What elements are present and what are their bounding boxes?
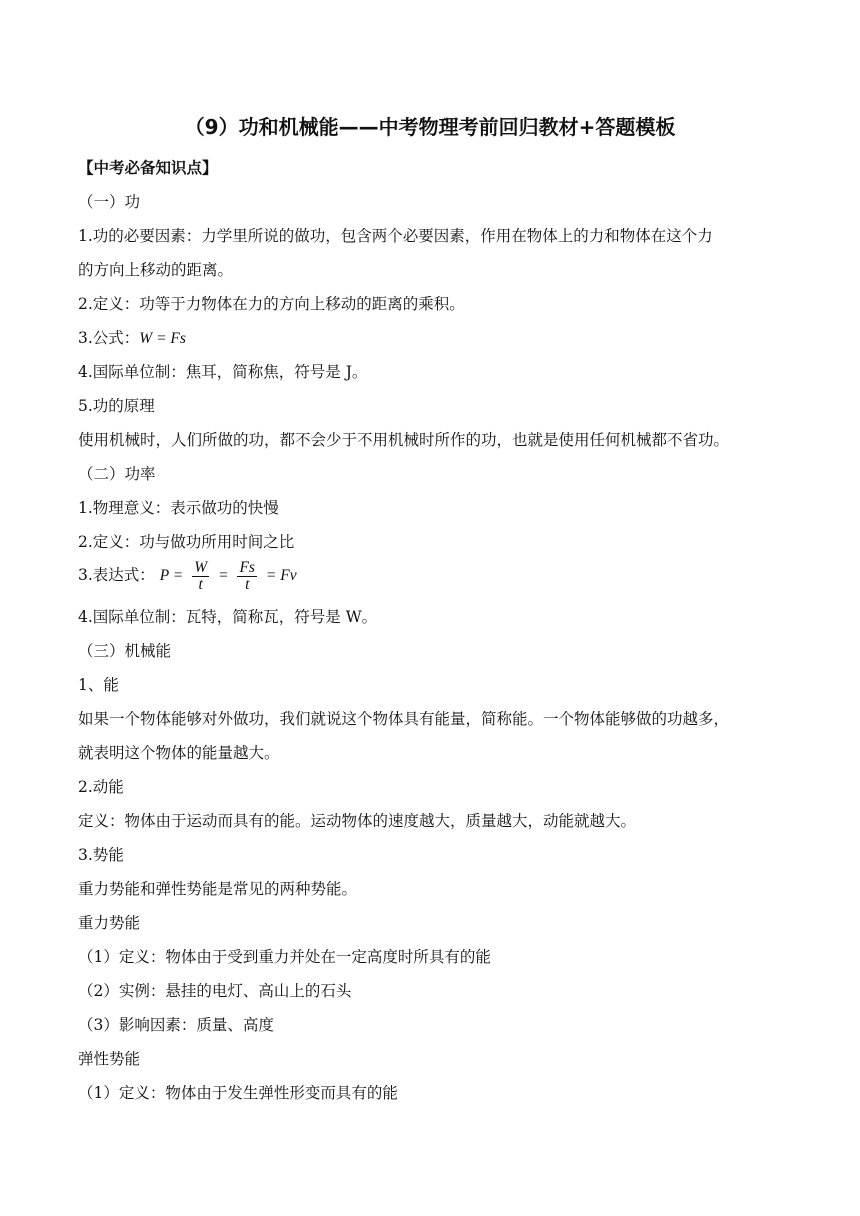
- elastic-heading: 弹性势能: [78, 1050, 141, 1068]
- gravity-heading: 重力势能: [78, 914, 141, 932]
- gravity-item-2: （2）实例：悬挂的电灯、高山上的石头: [78, 982, 352, 1000]
- fraction-denominator: t: [198, 575, 203, 593]
- elastic-item-1: （1）定义：物体由于发生弹性形变而具有的能: [78, 1084, 398, 1102]
- fraction-numerator: Fs: [239, 558, 255, 576]
- power-p4: 4.国际单位制：瓦特，简称瓦，符号是 W。: [78, 608, 378, 626]
- energy-p3-text: 重力势能和弹性势能是常见的两种势能。: [78, 880, 358, 898]
- work-formula: W = Fs: [139, 330, 186, 347]
- fraction-denominator: t: [245, 575, 250, 593]
- fraction-w-over-t: [192, 560, 209, 593]
- work-p5: 5.功的原理: [78, 397, 155, 415]
- work-p2: 2.定义：功等于力物体在力的方向上移动的距离的乘积。: [78, 295, 465, 313]
- work-p1-line1: 1.功的必要因素：力学里所说的做功，包含两个必要因素，作用在物体上的力和物体在这个力: [78, 227, 713, 245]
- gravity-item-1: （1）定义：物体由于受到重力并处在一定高度时所具有的能: [78, 948, 491, 966]
- power-formula-lhs: P =: [159, 567, 184, 584]
- energy-p3: 3.势能: [78, 846, 124, 864]
- power-formula-line: [78, 558, 790, 593]
- work-formula-label: 3.公式：: [78, 329, 140, 347]
- power-heading: （二）功率: [78, 465, 156, 483]
- work-heading: （一）功: [78, 193, 141, 211]
- energy-p1: 1、能: [78, 676, 119, 694]
- work-p5-text: 使用机械时，人们所做的功，都不会少于不用机械时所作的功，也就是使用任何机械都不省功。: [78, 431, 730, 449]
- fraction-numerator: W: [194, 558, 208, 576]
- section-heading: 【中考必备知识点】: [78, 159, 218, 177]
- power-p2: 2.定义：功与做功所用时间之比: [78, 533, 295, 551]
- fraction-fs-over-t: [237, 560, 257, 593]
- gravity-item-3: （3）影响因素：质量、高度: [78, 1016, 274, 1034]
- work-p1-line2: 的方向上移动的距离。: [78, 261, 234, 279]
- power-formula-label: 3.表达式：: [78, 566, 155, 584]
- energy-p1-line1: 如果一个物体能够对外做功，我们就说这个物体具有能量，简称能。一个物体能够做的功越多，: [78, 710, 730, 728]
- energy-p2-text: 定义：物体由于运动而具有的能。运动物体的速度越大，质量越大，动能就越大。: [78, 812, 637, 830]
- energy-heading: （三）机械能: [78, 642, 172, 660]
- work-p4: 4.国际单位制：焦耳，简称焦，符号是 J。: [78, 363, 368, 381]
- work-formula-line: [78, 326, 790, 351]
- energy-p2: 2.动能: [78, 778, 124, 796]
- equals-sign: =: [218, 567, 229, 584]
- page-title: （9）功和机械能——中考物理考前回归教材+答题模板: [184, 115, 676, 139]
- power-formula-rhs: = Fv: [265, 567, 297, 584]
- power-p1: 1.物理意义：表示做功的快慢: [78, 499, 279, 517]
- energy-p1-line2: 就表明这个物体的能量越大。: [78, 744, 280, 762]
